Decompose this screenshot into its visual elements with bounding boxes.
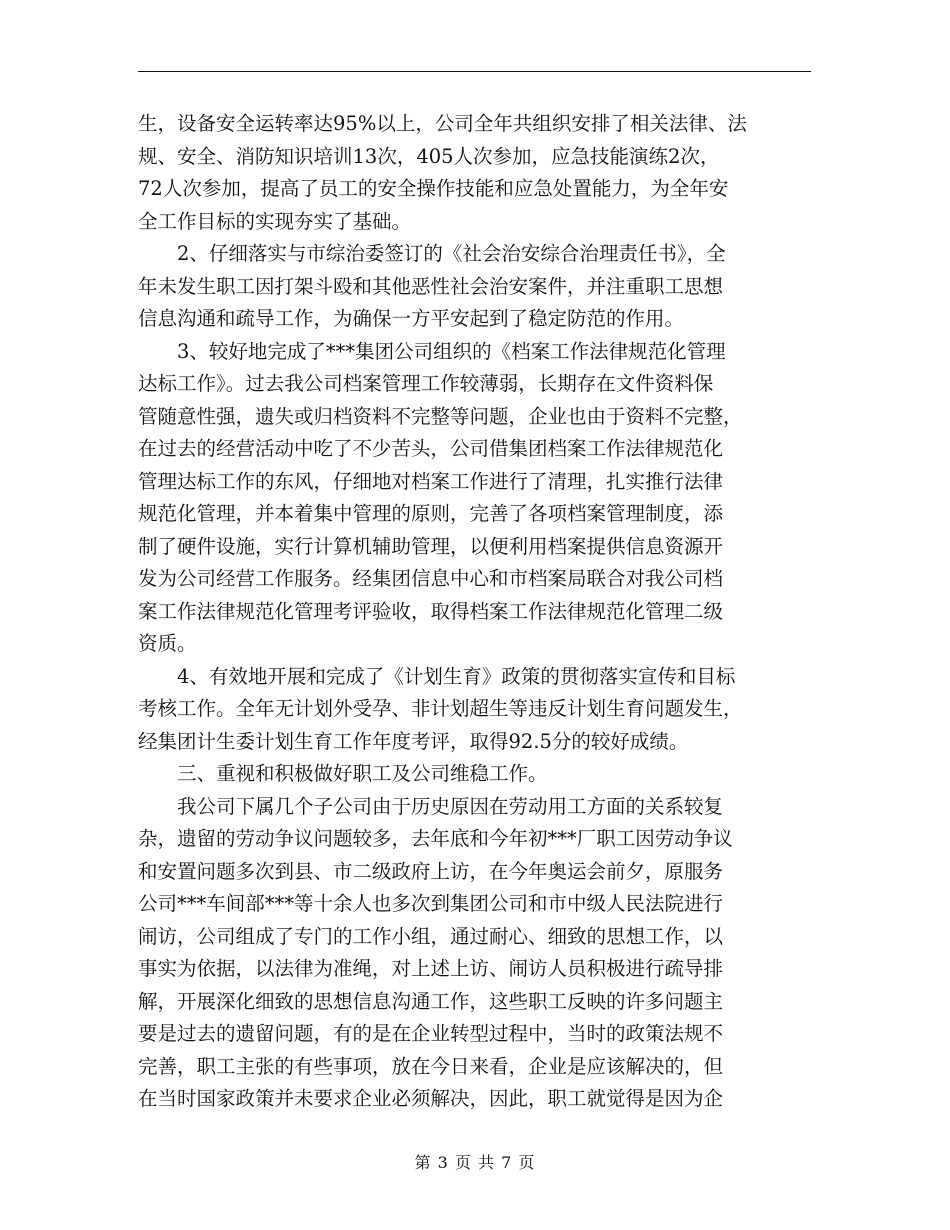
paragraph (138, 791, 811, 1116)
text-line: 事实为依据，以法律为准绳，对上述上访、闹访人员积极进行疏导排 (138, 957, 724, 980)
text-line: 案工作法律规范化管理考评验收，取得档案工作法律规范化管理二级 (138, 599, 724, 623)
text-line: 3、较好地完成了***集团公司组织的《档案工作法律规范化管理 (177, 339, 726, 363)
paragraph (138, 661, 811, 759)
text-line: 闹访，公司组成了专门的工作小组，通过耐心、细致的思想工作，以 (138, 924, 724, 948)
text-line: 达标工作》。过去我公司档案管理工作较薄弱，长期存在文件资料保 (138, 372, 714, 395)
text-line: 完善，职工主张的有些事项，放在今日来看，企业是应该解决的，但 (138, 1054, 724, 1078)
text-line: 在过去的经营活动中吃了不少苦头，公司借集团档案工作法律规范化 (138, 437, 724, 460)
text-line: 三、重视和积极做好职工及公司维稳工作。 (177, 762, 548, 785)
text-line: 72人次参加，提高了员工的安全操作技能和应急处置能力，为全年安 (138, 177, 729, 200)
text-line: 制了硬件设施，实行计算机辅助管理，以便利用档案提供信息资源开 (138, 534, 724, 558)
text-line: 全工作目标的实现夯实了基础。 (138, 209, 412, 233)
document-body (138, 108, 811, 1116)
paragraph (138, 238, 811, 336)
header-rule (138, 71, 811, 72)
text-line: 杂，遗留的劳动争议问题较多，去年底和今年初***厂职工因劳动争议 (138, 827, 733, 850)
text-line: 资质。 (138, 632, 197, 655)
text-line: 规范化管理，并本着集中管理的原则，完善了各项档案管理制度，添 (138, 502, 724, 525)
text-line: 公司***车间部***等十余人也多次到集团公司和市中级人民法院进行 (138, 892, 724, 915)
text-line: 发为公司经营工作服务。经集团信息中心和市档案局联合对我公司档 (138, 567, 724, 590)
text-line: 4、有效地开展和完成了《计划生育》政策的贯彻落实宣传和目标 (177, 664, 736, 688)
text-line: 年未发生职工因打架斗殴和其他恶性社会治安案件，并注重职工思想 (138, 274, 724, 298)
paragraph (138, 336, 811, 661)
text-line: 生，设备安全运转率达95%以上，公司全年共组织安排了相关法律、法 (138, 112, 747, 135)
section-heading (138, 758, 811, 791)
text-line: 管随意性强，遗失或归档资料不完整等问题，企业也由于资料不完整， (138, 404, 743, 428)
text-line: 解，开展深化细致的思想信息沟通工作，这些职工反映的许多问题主 (138, 989, 724, 1013)
text-line: 管理达标工作的东风，仔细地对档案工作进行了清理，扎实推行法律 (138, 469, 724, 493)
text-line: 在当时国家政策并未要求企业必须解决，因此，职工就觉得是因为企 (138, 1087, 724, 1110)
text-line: 信息沟通和疏导工作，为确保一方平安起到了稳定防范的作用。 (138, 307, 685, 330)
text-line: 规、安全、消防知识培训13次，405人次参加，应急技能演练2次， (138, 144, 720, 168)
paragraph (138, 108, 811, 238)
text-line: 2、仔细落实与市综治委签订的《社会治安综合治理责任书》，全 (177, 242, 726, 265)
text-line: 和安置问题多次到县、市二级政府上访，在今年奥运会前夕，原服务 (138, 859, 724, 883)
text-line: 考核工作。全年无计划外受孕、非计划超生等违反计划生育问题发生， (138, 697, 743, 720)
page-number-footer: 第 3 页 共 7 页 (414, 1153, 536, 1172)
text-line: 经集团计生委计划生育工作年度考评，取得92.5分的较好成绩。 (138, 729, 689, 753)
text-line: 要是过去的遗留问题，有的是在企业转型过程中，当时的政策法规不 (138, 1022, 724, 1045)
text-line: 我公司下属几个子公司由于历史原因在劳动用工方面的关系较复 (177, 794, 724, 818)
